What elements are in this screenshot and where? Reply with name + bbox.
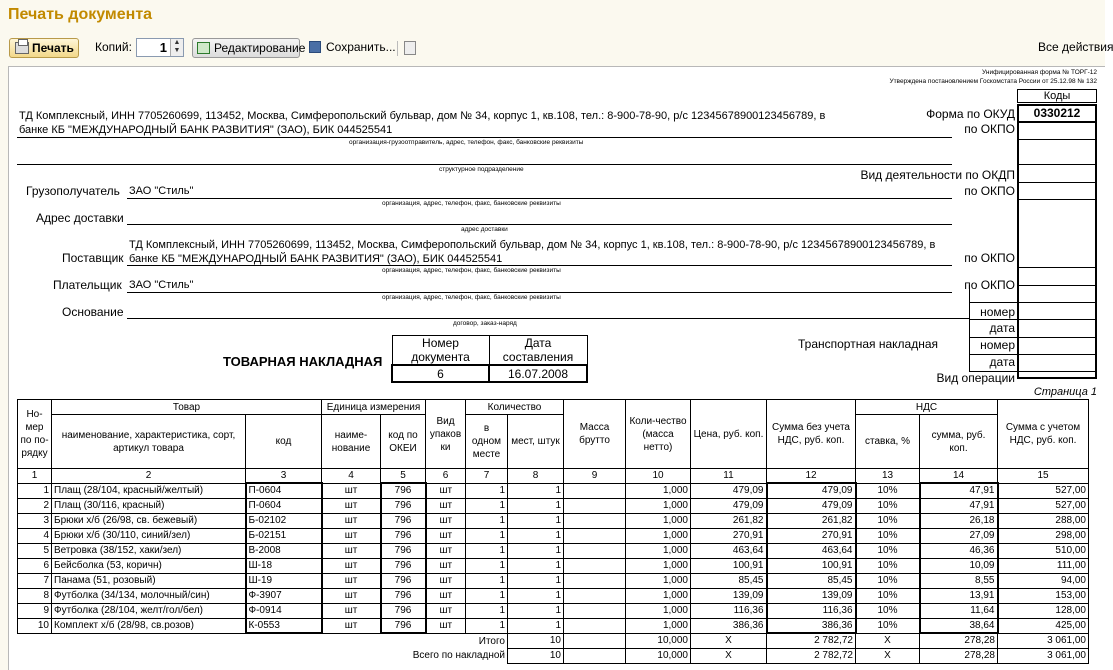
cell-code: П-0604	[246, 483, 322, 498]
basis-number-label: номер	[980, 305, 1015, 319]
cell-code: Б-02151	[246, 528, 322, 543]
totals-total: 3 061,00	[998, 648, 1089, 663]
cell-rate: 10%	[856, 558, 920, 573]
consignee-label: Грузополучатель	[26, 184, 120, 198]
cell-sum: 100,91	[767, 558, 856, 573]
consignee-value: ЗАО "Стиль"	[129, 185, 194, 197]
cell-one: 1	[466, 558, 508, 573]
codes-divider	[1017, 182, 1097, 183]
cell-pack: шт	[426, 558, 466, 573]
cell-one: 1	[466, 498, 508, 513]
consignee-caption: организация, адрес, телефон, факс, банковские реквизиты	[382, 200, 561, 207]
cell-places: 1	[508, 603, 564, 618]
supplier-caption: организация, адрес, телефон, факс, банковские реквизиты	[382, 267, 561, 274]
supplier-label: Поставщик	[62, 251, 124, 265]
column-number: 15	[998, 469, 1089, 484]
cell-gross	[564, 513, 626, 528]
cell-net: 1,000	[626, 603, 691, 618]
cell-one: 1	[466, 588, 508, 603]
cell-total: 153,00	[998, 588, 1089, 603]
cell-gross	[564, 588, 626, 603]
cell-gross	[564, 498, 626, 513]
cell-vat: 26,18	[920, 513, 998, 528]
print-button[interactable]	[9, 38, 79, 58]
totals-gross	[564, 648, 626, 663]
transport-date-label: дата	[989, 355, 1015, 369]
cell-code: Ф-0914	[246, 603, 322, 618]
doc-number-table	[391, 335, 588, 383]
cell-one: 1	[466, 513, 508, 528]
cell-n: 2	[18, 498, 52, 513]
cell-gross	[564, 603, 626, 618]
totals-sum: 2 782,72	[767, 648, 856, 663]
cell-name: Комплект х/б (28/98, св.розов)	[52, 618, 246, 633]
shipper-underline	[17, 137, 952, 138]
page-label: Страница 1	[1033, 386, 1097, 398]
cell-okei: 796	[381, 498, 426, 513]
cell-n: 9	[18, 603, 52, 618]
cell-n: 6	[18, 558, 52, 573]
cell-unit: шт	[322, 513, 381, 528]
cell-net: 1,000	[626, 558, 691, 573]
cell-vat: 47,91	[920, 498, 998, 513]
cell-price: 100,91	[691, 558, 767, 573]
codes-left-border	[969, 285, 970, 371]
cell-total: 111,00	[998, 558, 1089, 573]
header-qty-places: мест, штук	[508, 415, 564, 469]
cell-sum: 139,09	[767, 588, 856, 603]
cell-okei: 796	[381, 618, 426, 633]
cell-sum: 479,09	[767, 483, 856, 498]
cell-net: 1,000	[626, 543, 691, 558]
cell-unit: шт	[322, 573, 381, 588]
cell-gross	[564, 558, 626, 573]
cell-n: 4	[18, 528, 52, 543]
codes-divider	[969, 354, 1097, 355]
table-row	[18, 618, 1089, 633]
column-number: 7	[466, 469, 508, 484]
header-price: Цена, руб. коп.	[691, 400, 767, 469]
cell-price: 139,09	[691, 588, 767, 603]
cell-pack: шт	[426, 483, 466, 498]
cell-price: 270,91	[691, 528, 767, 543]
cell-unit: шт	[322, 588, 381, 603]
totals-price: X	[691, 633, 767, 648]
copies-value[interactable]: 1	[159, 40, 167, 55]
codes-header: Коды	[1017, 89, 1097, 103]
cell-total: 128,00	[998, 603, 1089, 618]
codes-divider	[969, 302, 1097, 303]
cell-unit: шт	[322, 603, 381, 618]
okud-label: Форма по ОКУД	[926, 107, 1015, 121]
cell-name: Панама (51, розовый)	[52, 573, 246, 588]
cell-n: 3	[18, 513, 52, 528]
cell-price: 386,36	[691, 618, 767, 633]
cell-sum: 270,91	[767, 528, 856, 543]
cell-one: 1	[466, 543, 508, 558]
cell-unit: шт	[322, 528, 381, 543]
cell-code: П-0604	[246, 498, 322, 513]
delivery-label: Адрес доставки	[36, 211, 124, 225]
cell-rate: 10%	[856, 528, 920, 543]
cell-sum: 463,64	[767, 543, 856, 558]
cell-places: 1	[508, 513, 564, 528]
totals-rate: X	[856, 648, 920, 663]
floppy-disk-icon	[309, 41, 321, 53]
cell-unit: шт	[322, 498, 381, 513]
cell-name: Плащ (28/104, красный/желтый)	[52, 483, 246, 498]
cell-gross	[564, 483, 626, 498]
cell-net: 1,000	[626, 498, 691, 513]
cell-n: 1	[18, 483, 52, 498]
codes-divider	[1017, 267, 1097, 268]
totals-label: Всего по накладной	[412, 650, 505, 661]
cell-gross	[564, 618, 626, 633]
cell-sum: 479,09	[767, 498, 856, 513]
totals-row	[18, 648, 1089, 663]
transport-label: Транспортная накладная	[798, 337, 939, 351]
cell-net: 1,000	[626, 483, 691, 498]
cell-total: 425,00	[998, 618, 1089, 633]
cell-vat: 13,91	[920, 588, 998, 603]
cell-rate: 10%	[856, 588, 920, 603]
okpo-label: по ОКПО	[964, 122, 1015, 136]
totals-places: 10	[508, 648, 564, 663]
codes-box	[1017, 122, 1097, 379]
codes-divider	[1017, 199, 1097, 200]
header-vat-sum: сумма, руб. коп.	[920, 415, 998, 469]
consignee-underline	[127, 198, 952, 199]
header-pack: Вид упаков ки	[426, 400, 466, 469]
header-net: Коли-чество (масса нетто)	[626, 400, 691, 469]
header-num: Но-мер по по-рядку	[18, 400, 52, 469]
cell-okei: 796	[381, 558, 426, 573]
cell-places: 1	[508, 588, 564, 603]
cell-sum: 261,82	[767, 513, 856, 528]
column-number: 10	[626, 469, 691, 484]
cell-n: 8	[18, 588, 52, 603]
cell-price: 479,09	[691, 483, 767, 498]
doc-date: 16.07.2008	[489, 365, 587, 382]
cell-pack: шт	[426, 543, 466, 558]
cell-one: 1	[466, 483, 508, 498]
payer-okpo-label: по ОКПО	[964, 278, 1015, 292]
table-row	[18, 588, 1089, 603]
totals-row	[18, 633, 1089, 648]
operation-label: Вид операции	[936, 371, 1015, 385]
cell-unit: шт	[322, 558, 381, 573]
cell-vat: 11,64	[920, 603, 998, 618]
column-number: 6	[426, 469, 466, 484]
transport-number-label: номер	[980, 338, 1015, 352]
table-row	[18, 573, 1089, 588]
window-title: Печать документа	[8, 6, 153, 23]
cell-okei: 796	[381, 543, 426, 558]
totals-total: 3 061,00	[998, 633, 1089, 648]
payer-caption: организация, адрес, телефон, факс, банковские реквизиты	[382, 294, 561, 301]
items-table	[17, 399, 1089, 664]
cell-n: 10	[18, 618, 52, 633]
cell-one: 1	[466, 528, 508, 543]
cell-sum: 116,36	[767, 603, 856, 618]
shipper-caption: организация-грузоотправитель, адрес, телефон, факс, банковские реквизиты	[349, 139, 584, 146]
cell-one: 1	[466, 618, 508, 633]
delivery-underline	[127, 224, 952, 225]
cell-net: 1,000	[626, 588, 691, 603]
column-number: 12	[767, 469, 856, 484]
codes-divider	[1017, 164, 1097, 165]
cell-sum: 85,45	[767, 573, 856, 588]
cell-code: Ш-19	[246, 573, 322, 588]
table-row	[18, 543, 1089, 558]
delivery-caption: адрес доставки	[461, 226, 508, 233]
all-actions-menu[interactable]: Все действия	[1038, 40, 1113, 54]
cell-total: 527,00	[998, 498, 1089, 513]
cell-rate: 10%	[856, 573, 920, 588]
column-number: 2	[52, 469, 246, 484]
header-unit-okei: код по ОКЕИ	[381, 415, 426, 469]
cell-code: Ш-18	[246, 558, 322, 573]
cell-unit: шт	[322, 483, 381, 498]
cell-okei: 796	[381, 588, 426, 603]
cell-okei: 796	[381, 483, 426, 498]
table-row	[18, 603, 1089, 618]
cell-rate: 10%	[856, 543, 920, 558]
header-gross: Масса брутто	[564, 400, 626, 469]
header-sum-vat: Сумма с учетом НДС, руб. коп.	[998, 400, 1089, 469]
cell-sum: 386,36	[767, 618, 856, 633]
cell-vat: 47,91	[920, 483, 998, 498]
cell-n: 5	[18, 543, 52, 558]
cell-okei: 796	[381, 513, 426, 528]
cell-pack: шт	[426, 513, 466, 528]
totals-places: 10	[508, 633, 564, 648]
edit-icon	[197, 42, 210, 54]
toolbar-separator	[397, 41, 398, 56]
column-number: 14	[920, 469, 998, 484]
printer-icon	[15, 42, 29, 54]
print-button-label: Печать	[32, 41, 74, 55]
approval-note: Утверждена постановлением Госкомстата России от 25.12.98 № 132	[889, 78, 1097, 85]
totals-price: X	[691, 648, 767, 663]
document-area	[8, 66, 1105, 670]
codes-divider	[969, 319, 1097, 320]
cell-places: 1	[508, 573, 564, 588]
header-unit: Единица измерения	[322, 400, 426, 415]
subdivision-underline	[17, 164, 952, 165]
column-number: 8	[508, 469, 564, 484]
totals-label: Итого	[478, 635, 505, 647]
cell-code: К-0553	[246, 618, 322, 633]
cell-rate: 10%	[856, 618, 920, 633]
table-row	[18, 498, 1089, 513]
cell-places: 1	[508, 543, 564, 558]
header-vat-rate: ставка, %	[856, 415, 920, 469]
cell-total: 527,00	[998, 483, 1089, 498]
cell-gross	[564, 543, 626, 558]
table-row	[18, 483, 1089, 498]
totals-vat: 278,28	[920, 633, 998, 648]
cell-price: 116,36	[691, 603, 767, 618]
consignee-okpo-label: по ОКПО	[964, 184, 1015, 198]
cell-total: 94,00	[998, 573, 1089, 588]
header-goods: Товар	[52, 400, 322, 415]
cell-price: 463,64	[691, 543, 767, 558]
codes-divider	[1017, 285, 1097, 286]
cell-total: 298,00	[998, 528, 1089, 543]
cell-rate: 10%	[856, 603, 920, 618]
cell-unit: шт	[322, 543, 381, 558]
header-goods-code: код	[246, 415, 322, 469]
cell-total: 288,00	[998, 513, 1089, 528]
totals-vat: 278,28	[920, 648, 998, 663]
cell-rate: 10%	[856, 483, 920, 498]
cell-total: 510,00	[998, 543, 1089, 558]
totals-rate: X	[856, 633, 920, 648]
shipper-line-1: ТД Комплексный, ИНН 7705260699, 113452, Москва, Симферопольский бульвар, дом № 34, корпус 1, кв.108, тел.: 8-900-78-90, р/с 12345678900123456789, в	[19, 110, 826, 122]
cell-pack: шт	[426, 588, 466, 603]
cell-rate: 10%	[856, 513, 920, 528]
cell-price: 479,09	[691, 498, 767, 513]
cell-unit: шт	[322, 618, 381, 633]
copies-spinner[interactable]	[136, 38, 184, 57]
spinner-up-icon[interactable]: ▲	[173, 39, 181, 46]
spinner-down-icon[interactable]: ▼	[173, 47, 181, 54]
copies-label: Копий:	[95, 40, 132, 54]
doc-date-header: Дата составления	[489, 336, 587, 366]
column-number: 3	[246, 469, 322, 484]
cell-vat: 46,36	[920, 543, 998, 558]
cell-name: Бейсболка (53, коричн)	[52, 558, 246, 573]
cell-name: Плащ (30/116, красный)	[52, 498, 246, 513]
supplier-underline	[127, 265, 952, 266]
header-sum-novat: Сумма без учета НДС, руб. коп.	[767, 400, 856, 469]
column-number: 5	[381, 469, 426, 484]
cell-code: В-2008	[246, 543, 322, 558]
cell-places: 1	[508, 498, 564, 513]
cell-places: 1	[508, 483, 564, 498]
cell-net: 1,000	[626, 513, 691, 528]
shipper-line-2: банке КБ "МЕЖДУНАРОДНЫЙ БАНК РАЗВИТИЯ" (ЗАО), БИК 044525541	[19, 124, 393, 136]
edit-button-label: Редактирование	[214, 41, 306, 55]
basis-label: Основание	[62, 305, 124, 319]
column-number: 11	[691, 469, 767, 484]
cell-gross	[564, 573, 626, 588]
cell-price: 85,45	[691, 573, 767, 588]
cell-n: 7	[18, 573, 52, 588]
cell-gross	[564, 528, 626, 543]
basis-date-label: дата	[989, 321, 1015, 335]
totals-gross	[564, 633, 626, 648]
supplier-okpo-label: по ОКПО	[964, 251, 1015, 265]
edit-toggle-button[interactable]	[192, 38, 306, 58]
column-number: 4	[322, 469, 381, 484]
codes-divider	[1017, 139, 1097, 140]
table-row	[18, 528, 1089, 543]
totals-net: 10,000	[626, 648, 691, 663]
column-numbers-row	[18, 469, 1089, 484]
cell-one: 1	[466, 603, 508, 618]
payer-label: Плательщик	[53, 278, 122, 292]
cell-pack: шт	[426, 618, 466, 633]
subdivision-caption: структурное подразделение	[439, 166, 524, 173]
cell-vat: 8,55	[920, 573, 998, 588]
preview-icon[interactable]	[404, 41, 416, 55]
header-unit-name: наиме-нование	[322, 415, 381, 469]
cell-name: Футболка (28/104, желт/гол/бел)	[52, 603, 246, 618]
cell-name: Футболка (34/134, молочный/син)	[52, 588, 246, 603]
supplier-line-2: банке КБ "МЕЖДУНАРОДНЫЙ БАНК РАЗВИТИЯ" (ЗАО), БИК 044525541	[129, 253, 503, 265]
cell-code: Ф-3907	[246, 588, 322, 603]
header-qty-one: в одном месте	[466, 415, 508, 469]
column-number: 13	[856, 469, 920, 484]
cell-price: 261,82	[691, 513, 767, 528]
payer-underline	[127, 292, 952, 293]
cell-vat: 38,64	[920, 618, 998, 633]
save-button-label: Сохранить...	[326, 40, 396, 54]
cell-net: 1,000	[626, 573, 691, 588]
cell-net: 1,000	[626, 618, 691, 633]
doc-number-header: Номер документа	[392, 336, 489, 366]
cell-name: Брюки х/б (30/110, синий/зел)	[52, 528, 246, 543]
cell-pack: шт	[426, 528, 466, 543]
doc-title: ТОВАРНАЯ НАКЛАДНАЯ	[223, 354, 383, 369]
table-row	[18, 558, 1089, 573]
basis-underline	[127, 318, 969, 319]
cell-code: Б-02102	[246, 513, 322, 528]
cell-net: 1,000	[626, 528, 691, 543]
cell-places: 1	[508, 618, 564, 633]
cell-pack: шт	[426, 603, 466, 618]
supplier-line-1: ТД Комплексный, ИНН 7705260699, 113452, Москва, Симферопольский бульвар, дом № 34, корпус 1, кв.108, тел.: 8-900-78-90, р/с 12345678900123456789, в	[129, 239, 936, 251]
header-qty: Количество	[466, 400, 564, 415]
column-number: 9	[564, 469, 626, 484]
save-button[interactable]	[306, 38, 401, 58]
table-row	[18, 513, 1089, 528]
spinner-arrows[interactable]	[170, 39, 183, 56]
cell-rate: 10%	[856, 498, 920, 513]
payer-value: ЗАО "Стиль"	[129, 279, 194, 291]
totals-sum: 2 782,72	[767, 633, 856, 648]
basis-caption: договор, заказ-наряд	[453, 320, 517, 327]
okdp-label: Вид деятельности по ОКДП	[860, 168, 1015, 182]
doc-number: 6	[392, 365, 489, 382]
cell-vat: 10,09	[920, 558, 998, 573]
cell-one: 1	[466, 573, 508, 588]
cell-okei: 796	[381, 573, 426, 588]
cell-name: Брюки х/б (26/98, св. бежевый)	[52, 513, 246, 528]
cell-name: Ветровка (38/152, хаки/зел)	[52, 543, 246, 558]
cell-okei: 796	[381, 603, 426, 618]
header-vat: НДС	[856, 400, 998, 415]
header-goods-name: наименование, характеристика, сорт, артикул товара	[52, 415, 246, 469]
column-number: 1	[18, 469, 52, 484]
cell-places: 1	[508, 528, 564, 543]
cell-okei: 796	[381, 528, 426, 543]
cell-places: 1	[508, 558, 564, 573]
cell-pack: шт	[426, 573, 466, 588]
totals-net: 10,000	[626, 633, 691, 648]
unified-form-note: Унифицированная форма № ТОРГ-12	[982, 69, 1097, 76]
cell-pack: шт	[426, 498, 466, 513]
items-body	[18, 483, 1089, 663]
cell-vat: 27,09	[920, 528, 998, 543]
okud-code-box: 0330212	[1017, 104, 1097, 123]
